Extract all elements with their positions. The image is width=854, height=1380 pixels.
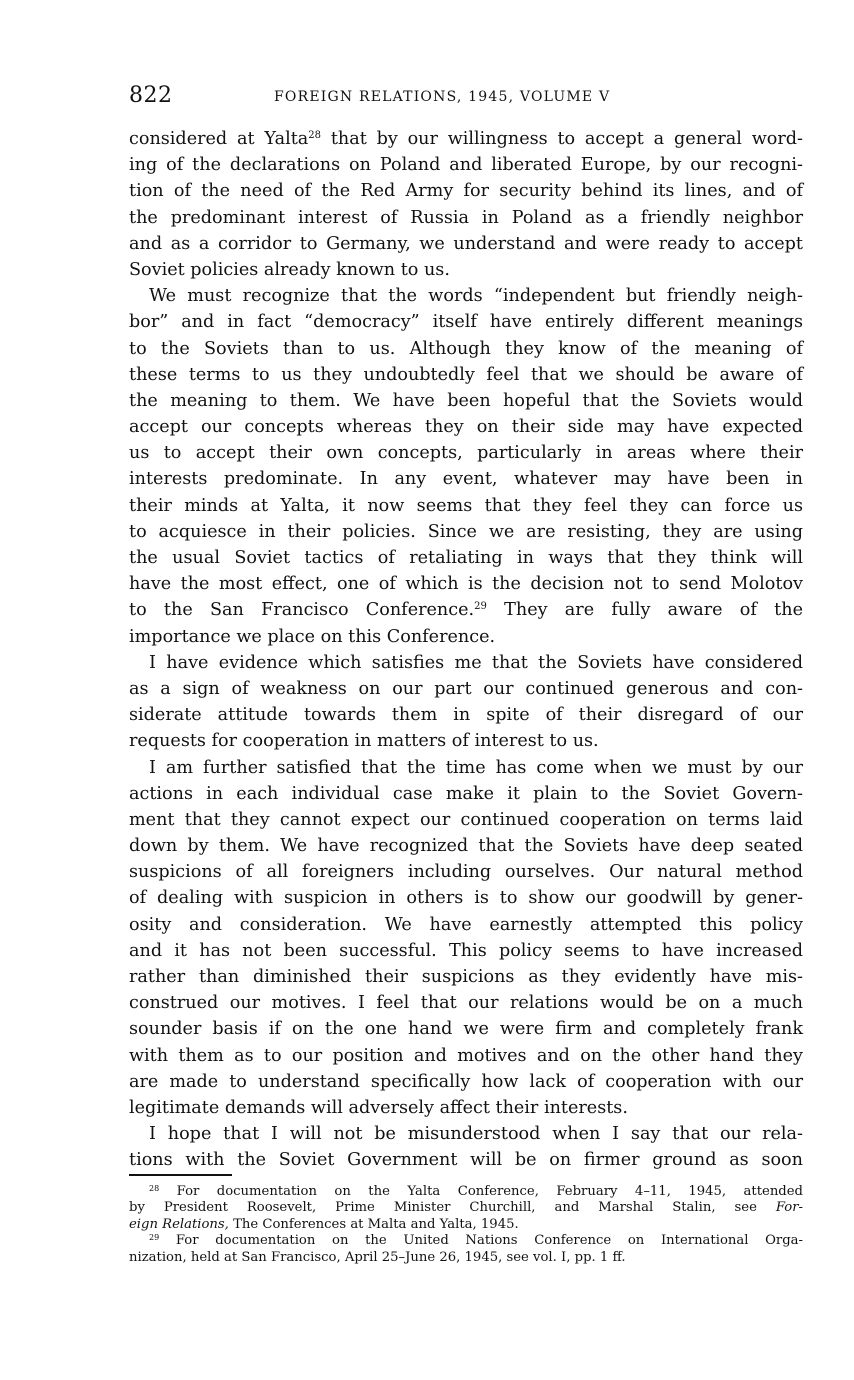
- body-line: rather than diminished their suspicions as they evidently have mis-: [129, 967, 803, 987]
- body-line: and as a corridor to Germany, we understand and were ready to accept: [129, 233, 803, 254]
- body-text: [129, 126, 803, 1174]
- footnote-line: eign Relations, The Conferences at Malta and Yalta, 1945.: [129, 1216, 519, 1232]
- footnote-ref-29[interactable]: 29: [474, 601, 487, 613]
- body-line: siderate attitude towards them in spite of their disregard of our: [129, 705, 803, 726]
- footnote-29: $^{29}$ For documentation on the United Nations Conference on International Orga-: [149, 1233, 803, 1249]
- body-line: us to accept their own concepts, particularly in areas where their: [129, 443, 803, 464]
- body-line: of dealing with suspicion in others is to show our goodwill by gener-: [129, 888, 803, 909]
- body-line: ment that they cannot expect our continued cooperation on terms laid: [129, 809, 803, 830]
- body-line: I have evidence which satisfies me that the Soviets have considered: [149, 652, 803, 673]
- body-line: I hope that I will not be misunderstood when I say that our rela-: [149, 1124, 803, 1145]
- page-header: [129, 82, 803, 112]
- body-line: tions with the Soviet Government will be on firmer ground as soon: [129, 1150, 803, 1171]
- footnote-marker-28: 28: [149, 1184, 160, 1193]
- body-line: and it has not been successful. This policy seems to have increased: [129, 940, 803, 961]
- body-line: Soviet policies already known to us.: [129, 259, 450, 280]
- body-line: to the San Francisco Conference.$^{29}$ They are fully aware of the: [129, 600, 803, 621]
- body-line: their minds at Yalta, it now seems that they feel they can force us: [129, 495, 803, 516]
- body-line: importance we place on this Conference.: [129, 626, 496, 647]
- body-line: as a sign of weakness on our part our continued generous and con-: [129, 678, 803, 699]
- body-line: considered at Yalta$^{28}$ that by our willingness to accept a general word-: [129, 129, 803, 149]
- body-line: the usual Soviet tactics of retaliating in ways that they think will: [129, 548, 803, 568]
- body-line: tion of the need of the Red Army for security behind its lines, and of: [129, 181, 803, 202]
- body-line: We must recognize that the words “independent but friendly neigh-: [149, 286, 803, 307]
- footnote-line: by President Roosevelt, Prime Minister Churchill, and Marshal Stalin, see For-: [129, 1200, 803, 1216]
- body-line: down by them. We have recognized that the Soviets have deep seated: [129, 836, 803, 857]
- body-line: sounder basis if on the one hand we were firm and completely frank: [129, 1019, 803, 1040]
- body-line: suspicions of all foreigners including ourselves. Our natural method: [129, 862, 803, 883]
- body-line: bor” and in fact “democracy” itself have entirely different meanings: [129, 312, 803, 333]
- body-line: actions in each individual case make it plain to the Soviet Govern-: [129, 783, 803, 804]
- body-line: interests predominate. In any event, whatever may have been in: [129, 469, 803, 490]
- body-line: osity and consideration. We have earnestly attempted this policy: [129, 914, 803, 935]
- body-line: requests for cooperation in matters of interest to us.: [129, 731, 599, 752]
- footnote-divider: [129, 1174, 232, 1176]
- body-line: construed our motives. I feel that our relations would be on a much: [129, 993, 803, 1014]
- running-head: FOREIGN RELATIONS, 1945, VOLUME V: [274, 89, 611, 105]
- body-line: have the most effect, one of which is the decision not to send Molotov: [129, 574, 803, 595]
- page-number: 822: [129, 83, 173, 108]
- footnote-28: $^{28}$ For documentation on the Yalta Conference, February 4–11, 1945, attended: [149, 1184, 803, 1199]
- footnote-line: nization, held at San Francisco, April 25–June 26, 1945, see vol. I, pp. 1 ff.: [129, 1249, 626, 1265]
- footnote-marker-29: 29: [149, 1233, 160, 1243]
- body-line: I am further satisfied that the time has come when we must by our: [149, 757, 803, 778]
- footnotes: [129, 1184, 803, 1266]
- body-line: with them as to our position and motives and on the other hand they: [129, 1045, 803, 1066]
- body-line: to the Soviets than to us. Although they know of the meaning of: [129, 338, 803, 359]
- body-line: legitimate demands will adversely affect their interests.: [129, 1097, 628, 1118]
- body-line: the predominant interest of Russia in Poland as a friendly neighbor: [129, 207, 803, 228]
- body-line: to acquiesce in their policies. Since we are resisting, they are using: [129, 521, 803, 542]
- body-line: ing of the declarations on Poland and liberated Europe, by our recogni-: [129, 155, 803, 176]
- footnote-ref-28[interactable]: 28: [308, 130, 322, 141]
- body-line: the meaning to them. We have been hopeful that the Soviets would: [129, 390, 803, 411]
- body-line: are made to understand specifically how lack of cooperation with our: [129, 1071, 803, 1092]
- body-line: accept our concepts whereas they on their side may have expected: [129, 417, 803, 438]
- body-line: these terms to us they undoubtedly feel that we should be aware of: [129, 364, 803, 385]
